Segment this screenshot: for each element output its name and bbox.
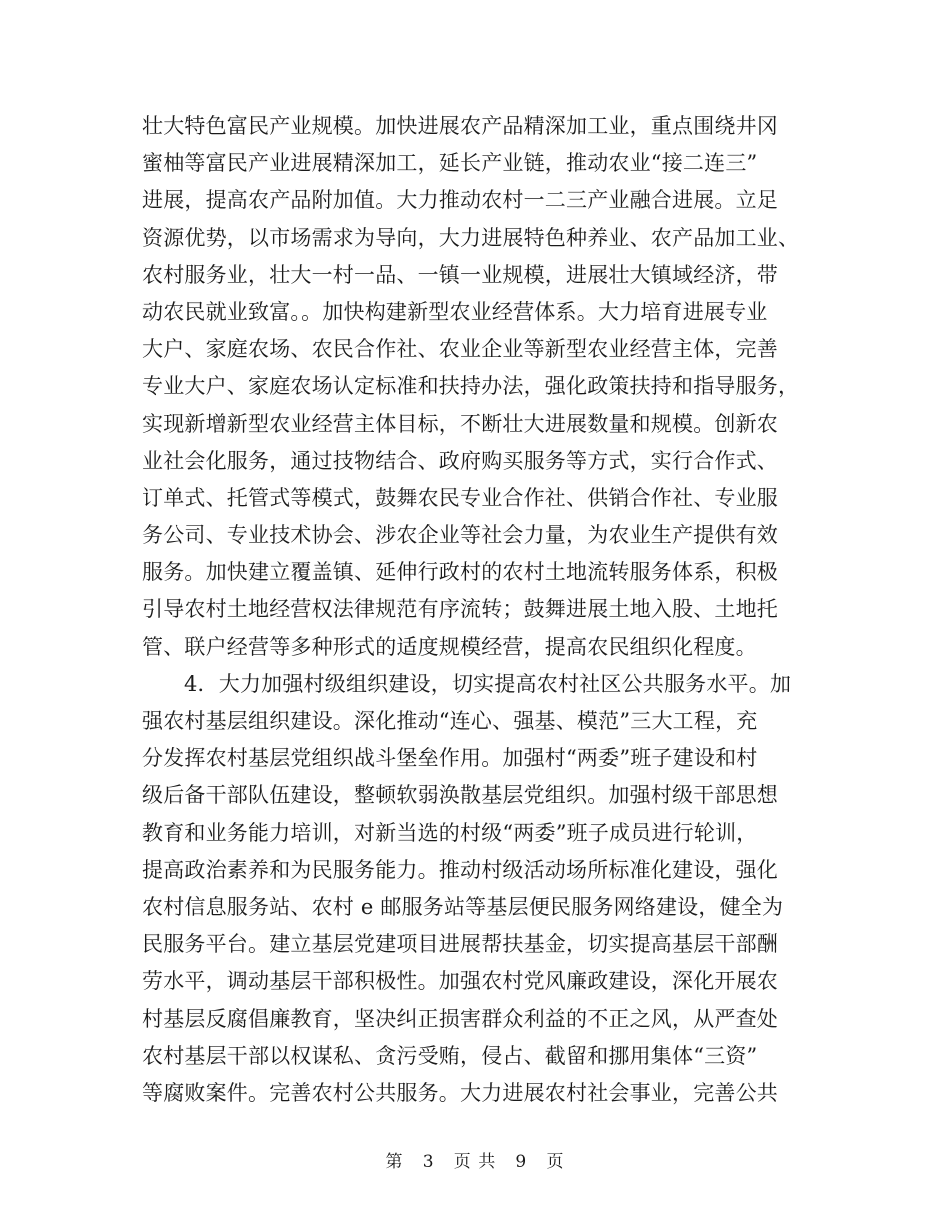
text-line: 务公司、专业技术协会、涉农企业等社会力量，为农业生产提供有效 <box>142 523 778 548</box>
text-line: 强农村基层组织建设。深化推动“连心、强基、模范”三大工程，充 <box>142 709 758 733</box>
text-line: 实现新增新型农业经营主体目标，不断壮大进展数量和规模。创新农 <box>142 411 778 436</box>
text-line: 引导农村土地经营权法律规范有序流转；鼓舞进展土地入股、土地托 <box>142 597 778 622</box>
text-line: 分发挥农村基层党组织战斗堡垒作用。加强村“两委”班子建设和村 <box>142 746 758 771</box>
text-line: 大户、家庭农场、农民合作社、农业企业等新型农业经营主体，完善 <box>142 337 778 362</box>
footer-suffix: 页 <box>546 1152 565 1172</box>
current-page-number: 3 <box>422 1152 435 1172</box>
text-line: 进展，提高农产品附加值。大力推动农村一二三产业融合进展。立足 <box>142 188 778 213</box>
text-line: 动农民就业致富。。加快构建新型农业经营体系。大力培育进展专业 <box>142 299 768 324</box>
text-line: 壮大特色富民产业规模。加快进展农产品精深加工业，重点围绕井冈 <box>142 114 778 138</box>
text-line: 等腐败案件。完善农村公共服务。大力进展农村社会事业，完善公共 <box>142 1080 778 1105</box>
text-line: 服务。加快建立覆盖镇、延伸行政村的农村土地流转服务体系，积极 <box>142 560 778 585</box>
text-line: 专业大户、家庭农场认定标准和扶持办法，强化政策扶持和指导服务， <box>142 374 800 399</box>
footer-middle: 页 共 <box>453 1152 497 1172</box>
footer-prefix: 第 <box>385 1152 404 1172</box>
text-line: 农村信息服务站、农村 e 邮服务站等基层便民服务网络建设，健全为 <box>142 894 784 919</box>
text-line: 民服务平台。建立基层党建项目进展帮扶基金，切实提高基层干部酬 <box>142 932 778 957</box>
paragraph-start-line: 4．大力加强村级组织建设，切实提高农村社区公共服务水平。加 <box>184 671 792 696</box>
text-line: 订单式、托管式等模式，鼓舞农民专业合作社、供销合作社、专业服 <box>142 485 778 510</box>
text-line: 级后备干部队伍建设，整顿软弱涣散基层党组织。加强村级干部思想 <box>142 783 778 808</box>
text-line: 教育和业务能力培训，对新当选的村级“两委”班子成员进行轮训， <box>142 820 758 845</box>
text-line: 村基层反腐倡廉教育，坚决纠正损害群众利益的不正之风，从严查处 <box>142 1006 778 1031</box>
total-pages-number: 9 <box>515 1152 528 1172</box>
body-text <box>142 108 832 1112</box>
page-footer <box>0 1150 950 1174</box>
text-line: 提高政治素养和为民服务能力。推动村级活动场所标准化建设，强化 <box>142 857 778 882</box>
text-line: 管、联户经营等多种形式的适度规模经营，提高农民组织化程度。 <box>142 634 757 659</box>
text-line: 蜜柚等富民产业进展精深加工，延长产业链，推动农业“接二连三” <box>142 151 758 176</box>
text-line: 资源优势，以市场需求为导向，大力进展特色种养业、农产品加工业、 <box>142 225 800 250</box>
text-line: 农村服务业，壮大一村一品、一镇一业规模，进展壮大镇域经济，带 <box>142 262 778 287</box>
text-line: 农村基层干部以权谋私、贪污受贿，侵占、截留和挪用集体“三资” <box>142 1043 758 1068</box>
text-line: 劳水平，调动基层干部积极性。加强农村党风廉政建设，深化开展农 <box>142 969 778 994</box>
text-line: 业社会化服务，通过技物结合、政府购买服务等方式，实行合作式、 <box>142 448 778 473</box>
